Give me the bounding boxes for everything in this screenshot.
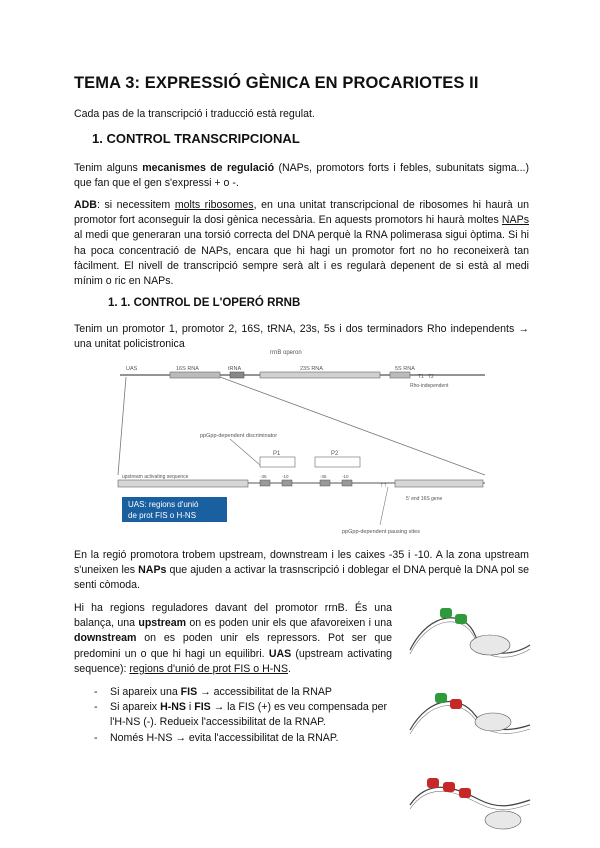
- uas-label: UAS: [126, 366, 138, 372]
- uas-callout-line1: UAS: regions d'unió: [128, 500, 199, 509]
- paragraph-regio-promotora: En la regió promotora trobem upstream, downstream i les caixes -35 i -10. A la zona upstream s'uneixen les NAPs que ajuden a activar la trasnscripció i doblegar el DNA perquè la DNA pol se senti còmoda.: [74, 549, 530, 592]
- state-hns: [410, 778, 530, 829]
- list-item: - Només H-NS → evita l'accessibilitat de la RNAP.: [92, 731, 392, 746]
- m35-label-2: -35: [320, 474, 327, 479]
- state-fis: [410, 608, 530, 657]
- fis-hns-list: [92, 685, 392, 746]
- gene-trna: [230, 372, 244, 378]
- ppgpp-pause-label: ppGpp-dependent pausing sites: [342, 529, 420, 535]
- rna16s-label: 16S RNA: [176, 366, 199, 372]
- gene-16s-label: 5' end 16S gene: [406, 496, 443, 502]
- trna-label: tRNA: [228, 366, 242, 372]
- t1-label: T1: [418, 374, 424, 380]
- list-item: - Si apareix una FIS → accessibilitat de la RNAP: [92, 685, 392, 700]
- intro-paragraph: Cada pas de la transcripció i traducció està regulat.: [74, 108, 315, 120]
- uas-segment: [118, 480, 248, 487]
- p1-label: P1: [273, 451, 281, 457]
- gene-16s-5prime: [395, 480, 483, 487]
- m10-label-1: -10: [282, 474, 289, 479]
- p2-label: P2: [331, 451, 339, 457]
- gene-5s: [390, 372, 410, 378]
- nap-binding-illustration: [405, 600, 535, 840]
- m10-label-2: -10: [342, 474, 349, 479]
- page-title: TEMA 3: EXPRESSIÓ GÈNICA EN PROCARIOTES II: [74, 74, 479, 92]
- uas-callout-line2: de prot FIS o H-NS: [128, 511, 197, 520]
- svg-text:↑↑: ↑↑: [380, 482, 387, 489]
- uas-seq-label: upstream activating sequence: [122, 474, 189, 480]
- subsection-heading-operon-rrnb: 1. 1. CONTROL DE L'OPERÓ RRNB: [108, 297, 301, 309]
- state-fis-hns: [410, 693, 530, 734]
- section-heading-control-transcripcional: 1. CONTROL TRANSCRIPCIONAL: [92, 131, 300, 146]
- rna23s-label: 23S RNA: [300, 366, 323, 372]
- gene-16s: [170, 372, 220, 378]
- list-item: - Si apareix H-NS i FIS → la FIS (+) es veu compensada per l'H-NS (-). Redueix l'accessibilitat de la RNAP.: [92, 700, 392, 730]
- rna5s-label: 5S RNA: [395, 366, 415, 372]
- rrnb-operon-diagram: [110, 345, 495, 540]
- operon-label: rrnB operon: [270, 350, 302, 356]
- t2-label: T2: [428, 374, 434, 380]
- m35-label-1: -35: [260, 474, 267, 479]
- ppgpp-disc-label: ppGpp-dependent discriminator: [200, 433, 278, 439]
- paragraph-mecanismes: Tenim alguns mecanismes de regulació (NAPs, promotors forts i febles, subunitats sigma...) que fan que el gen s'expressi + o -.: [74, 162, 530, 190]
- gene-23s: [260, 372, 380, 378]
- rho-label: Rho-independent: [410, 383, 449, 389]
- paragraph-adb: ADB: si necessitem molts ribosomes, en una unitat transcripcional de ribosomes hi haurà un promotor fort aconseguir la dosi gènica necessària. En aquests promotors hi haurà moltes NAPs al medi que generaran una torsió correcta del DNA perquè la RNA polimerasa sigui òptima. Si hi ha poca concentració de NAPs, encara que hi hagi un promotor fort no ho reconeixerà tan fàcilment. El nivell de transcripció sempre serà alt i es regularà depenent de si està al medi mínim o ric en NAPs.: [74, 199, 529, 288]
- paragraph-regions-reguladores: Hi ha regions reguladores davant del promotor rrnB. És una balança, una upstream on es poden unir els que afavoreixen i una downstream on es poden unir els repressors. Pot ser que predomini un o que hi hagi un equilibri. UAS (upstream activating sequence): regions d'unió de prot FIS o H-NS.: [74, 602, 392, 675]
- paragraph-promotors: Tenim un promotor 1, promotor 2, 16S, tRNA, 23s, 5s i dos terminadors Rho independents → una unitat policistronica: [74, 323, 529, 351]
